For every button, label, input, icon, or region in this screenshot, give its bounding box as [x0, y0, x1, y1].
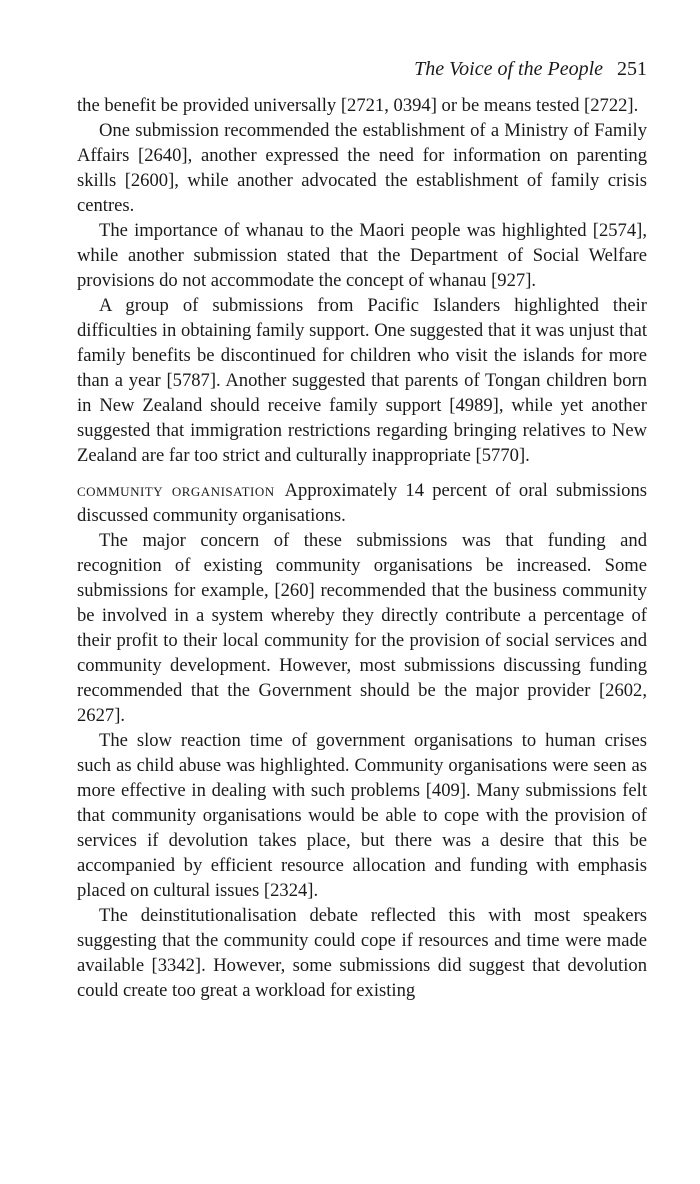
page-number: 251 — [617, 58, 647, 80]
paragraph-pacific-islanders: A group of submissions from Pacific Islanders highlighted their difficulties in obtaining family support. One suggested that it was unjust that family benefits be discontinued for children who visit the islands for more than a year [5787]. Another suggested that parents of Tongan children born in New Zealand should receive family support [4989], while yet another suggested that immigration restrictions regarding bringing relatives to New Zealand are far too strict and culturally inappropriate [5770]. — [77, 295, 647, 466]
paragraph-ministry: One submission recommended the establishment of a Ministry of Family Affairs [2640], another expressed the need for information on parenting skills [2600], while another advocated the establishment of family crisis centres. — [77, 120, 647, 216]
section-lead-text: Approximately 14 percent of oral submissions discussed community organisations. — [77, 480, 647, 526]
paragraph-reaction-time: The slow reaction time of government organisations to human crises such as child abuse was highlighted. Community organisations were seen as more effective in dealing with such problems [409]. Many submissions felt that community organisations would be able to cope with the provision of services if devolution takes place, but there was a desire that this be accompanied by efficient resource allocation and funding with emphasis placed on cultural issues [2324]. — [77, 730, 647, 901]
running-head-title: The Voice of the People — [414, 58, 603, 80]
paragraph-deinstitutionalisation: The deinstitutionalisation debate reflected this with most speakers suggesting that the community could cope if resources and time were made available [3342]. However, some submissions did suggest that devolution could create too great a workload for existing — [77, 905, 647, 1001]
paragraph-funding: The major concern of these submissions was that funding and recognition of existing community organisations be increased. Some submissions for example, [260] recommended that the business community be involved in a system whereby they directly contribute a percentage of their profit to their local community for the provision of social services and community development. However, most submissions discussing funding recommended that the Government should be the major provider [2602, 2627]. — [77, 530, 647, 726]
paragraph-whanau: The importance of whanau to the Maori people was highlighted [2574], while another submission stated that the Department of Social Welfare provisions do not accommodate the concept of whanau [927]. — [77, 220, 647, 291]
running-head — [77, 55, 647, 83]
section-community-organisation — [77, 478, 647, 528]
book-page — [77, 55, 647, 1003]
section-heading: community organisation — [77, 480, 275, 501]
paragraph-continued: the benefit be provided universally [2721, 0394] or be means tested [2722]. — [77, 95, 639, 116]
